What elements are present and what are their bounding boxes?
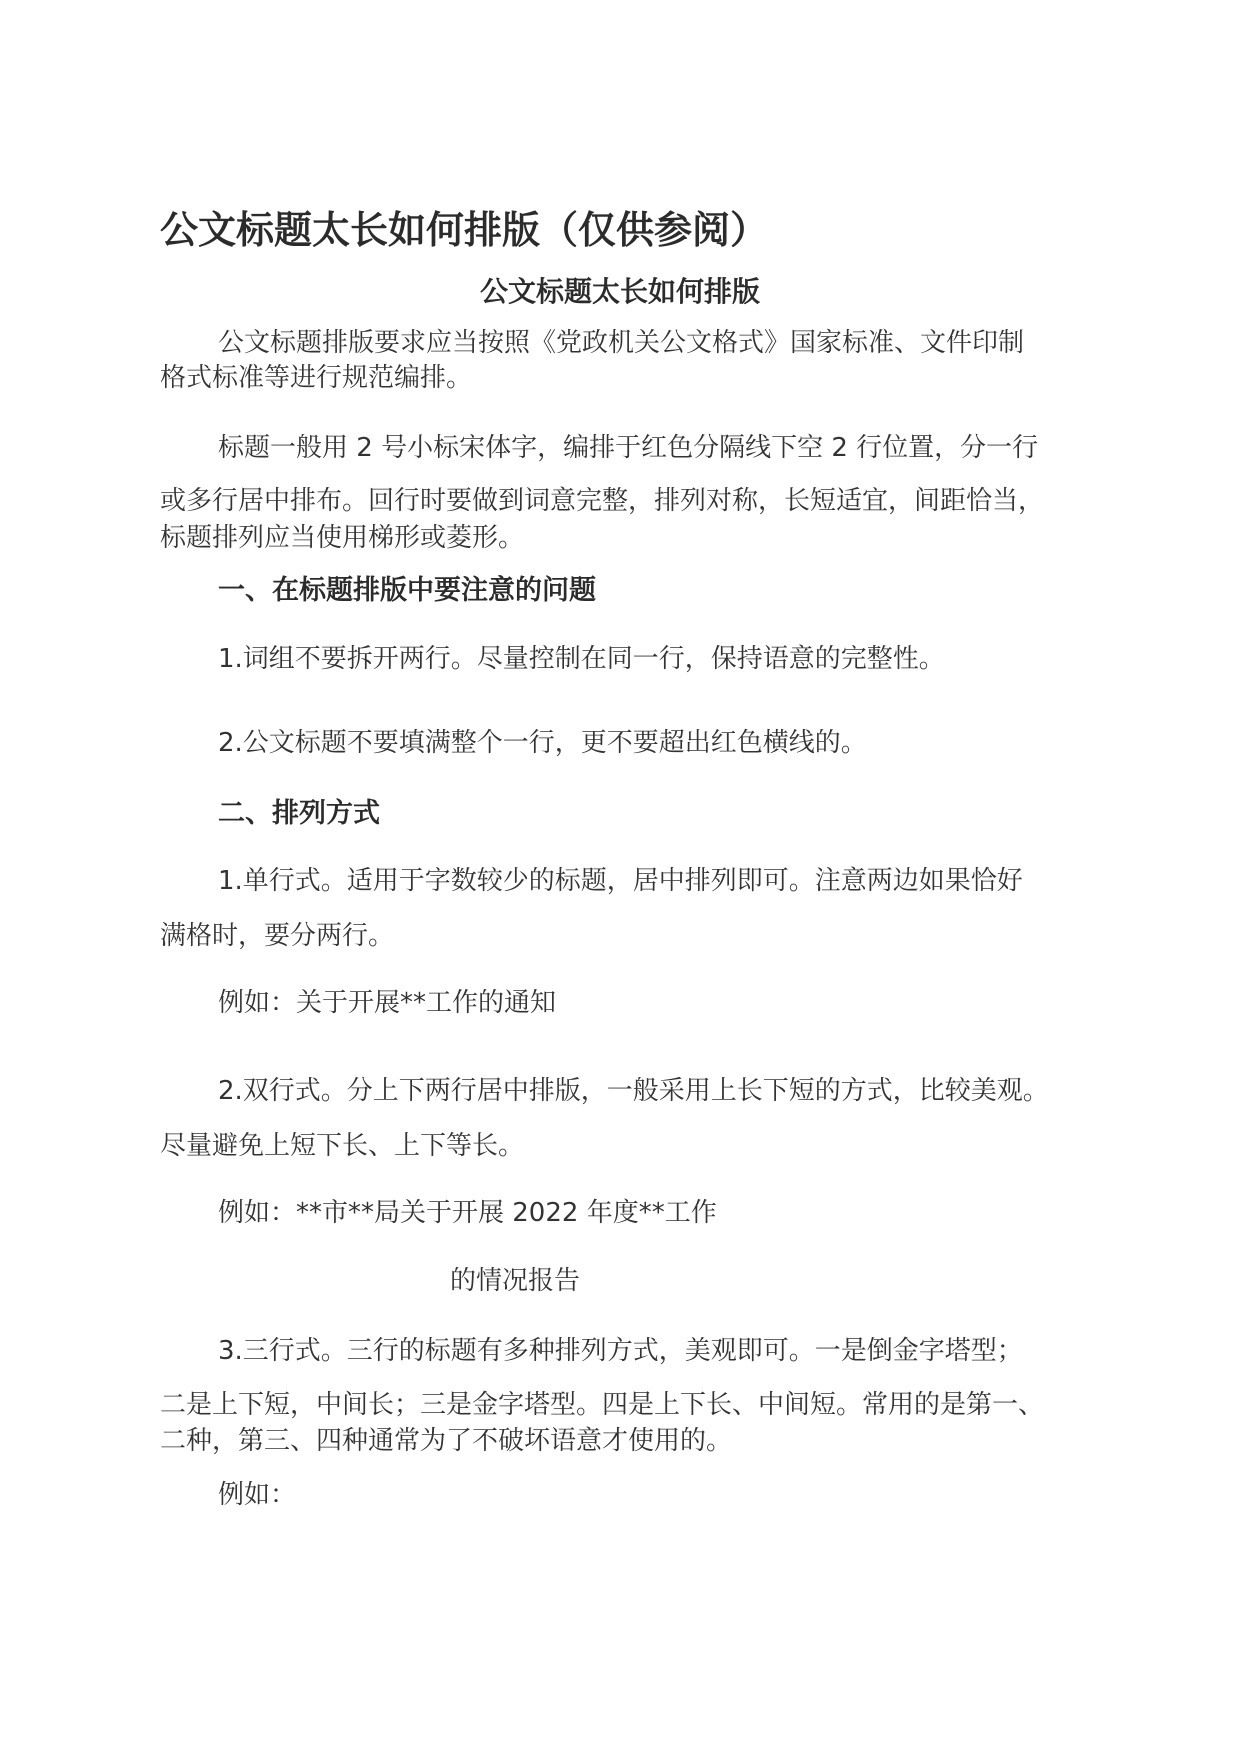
paragraph-2-line-1: 标题一般用 2 号小标宋体字，编排于红色分隔线下空 2 行位置，分一行 <box>218 433 1039 463</box>
list-item-2-1-line-2: 满格时，要分两行。 <box>160 921 395 951</box>
list-item-2-3-line-3: 二种，第三、四种通常为了不破坏语意才使用的。 <box>160 1426 733 1456</box>
paragraph-1-line-2: 格式标准等进行规范编排。 <box>160 363 473 393</box>
list-item-2-2-line-1: 2.双行式。分上下两行居中排版，一般采用上长下短的方式，比较美观。 <box>218 1076 1049 1106</box>
example-2-line-1: 例如：**市**局关于开展 2022 年度**工作 <box>218 1198 717 1228</box>
document-subtitle: 公文标题太长如何排版 <box>479 275 760 308</box>
list-item-2-1-line-1: 1.单行式。适用于字数较少的标题，居中排列即可。注意两边如果恰好 <box>218 866 1023 896</box>
example-3: 例如： <box>218 1480 297 1510</box>
list-item-2-3-line-2: 二是上下短，中间长；三是金字塔型。四是上下长、中间短。常用的是第一、 <box>160 1390 1045 1420</box>
paragraph-2-line-2: 或多行居中排布。回行时要做到词意完整，排列对称，长短适宜，间距恰当， <box>160 486 1045 516</box>
paragraph-1-line-1: 公文标题排版要求应当按照《党政机关公文格式》国家标准、文件印制 <box>218 328 1025 358</box>
section-heading-1: 一、在标题排版中要注意的问题 <box>218 575 596 606</box>
list-item-2-3-line-1: 3.三行式。三行的标题有多种排列方式，美观即可。一是倒金字塔型； <box>218 1336 1023 1366</box>
list-item-1-2: 2.公文标题不要填满整个一行，更不要超出红色横线的。 <box>218 728 867 758</box>
list-item-2-2-line-2: 尽量避免上短下长、上下等长。 <box>160 1131 525 1161</box>
document-title: 公文标题太长如何排版（仅供参阅） <box>160 208 769 252</box>
list-item-1-1: 1.词组不要拆开两行。尽量控制在同一行，保持语意的完整性。 <box>218 644 945 674</box>
example-2-line-2: 的情况报告 <box>450 1266 581 1296</box>
paragraph-2-line-3: 标题排列应当使用梯形或菱形。 <box>160 523 525 553</box>
example-1: 例如：关于开展**工作的通知 <box>218 988 557 1018</box>
section-heading-2: 二、排列方式 <box>218 798 380 829</box>
